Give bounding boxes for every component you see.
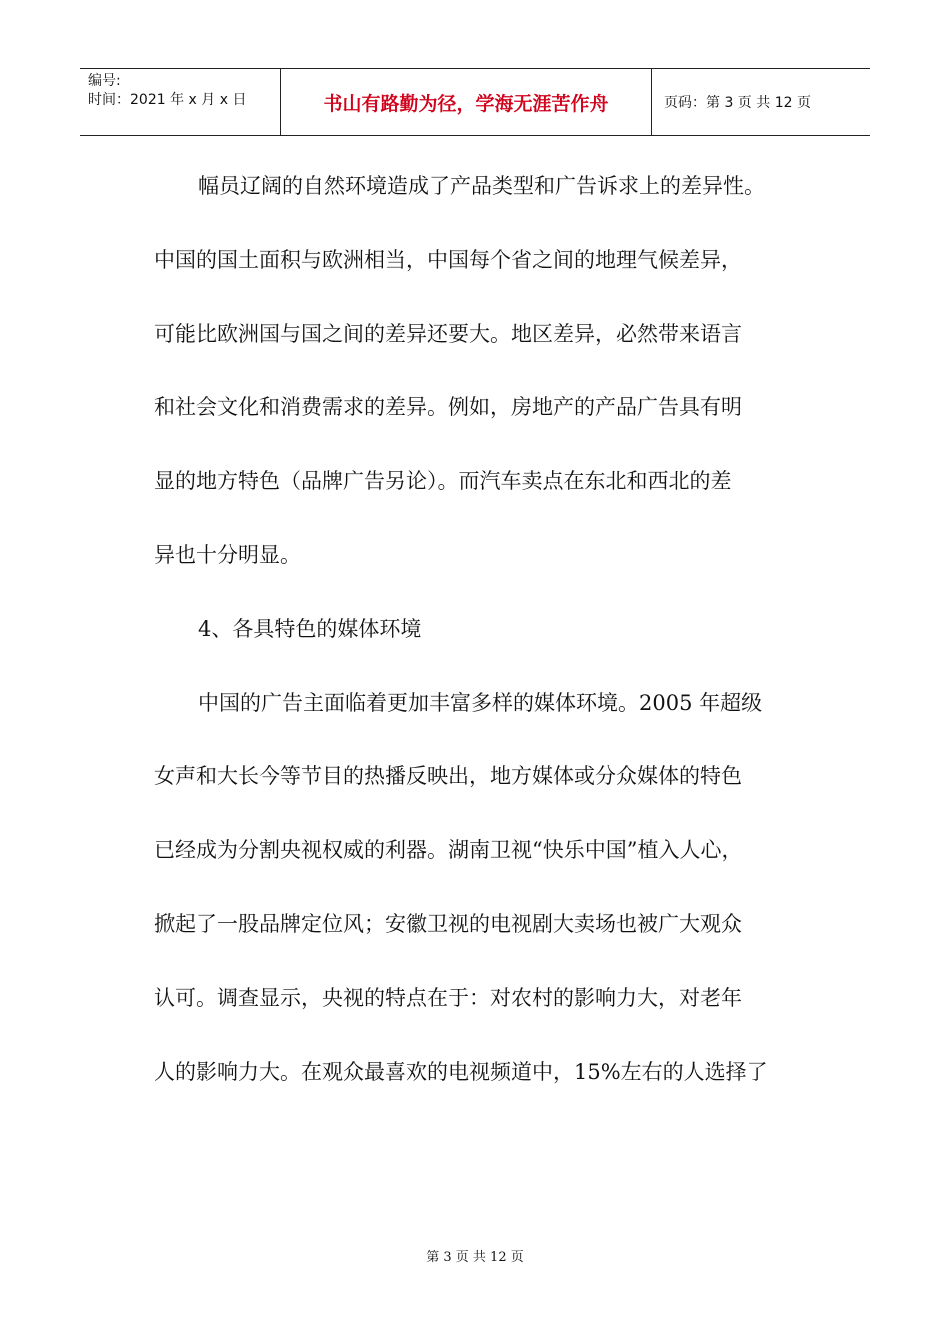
body-line: 幅员辽阔的自然环境造成了产品类型和广告诉求上的差异性。 [198,174,765,198]
body-line: 女声和大长今等节目的热播反映出，地方媒体或分众媒体的特色 [154,764,742,789]
body-line: 中国的广告主面临着更加丰富多样的媒体环境。2005 年超级 [198,690,763,715]
body-line: 已经成为分割央视权威的利器。湖南卫视“快乐中国”植入人心， [154,838,743,863]
header-page-info: 页码：第 3 页 共 12 页 [664,95,811,111]
body-line: 中国的国土面积与欧洲相当，中国每个省之间的地理气候差异， [154,247,742,272]
header-motto: 书山有路勤为径，学海无涯苦作舟 [281,69,652,135]
document-body [154,150,814,1109]
body-line: 认可。调查显示，央视的特点在于：对农村的影响力大，对老年 [154,985,742,1010]
body-line: 显的地方特色（品牌广告另论）。而汽车卖点在东北和西北的差 [154,469,732,494]
body-line: 异也十分明显。 [154,542,301,567]
document-date: 时间：2021 年 x 月 x 日 [88,92,247,108]
page-footer: 第 3 页 共 12 页 [426,1250,524,1265]
section-heading: 4、各具特色的媒体环境 [198,616,422,641]
document-number-label: 编号: [88,73,121,89]
body-line: 和社会文化和消费需求的差异。例如，房地产的产品广告具有明 [154,395,742,420]
body-line: 掀起了一股品牌定位风；安徽卫视的电视剧大卖场也被广大观众 [154,911,742,936]
body-line: 可能比欧洲国与国之间的差异还要大。地区差异，必然带来语言 [154,321,742,346]
header-meta [80,69,281,135]
body-line: 人的影响力大。在观众最喜欢的电视频道中，15%左右的人选择了 [154,1059,768,1084]
page-header [80,68,870,136]
